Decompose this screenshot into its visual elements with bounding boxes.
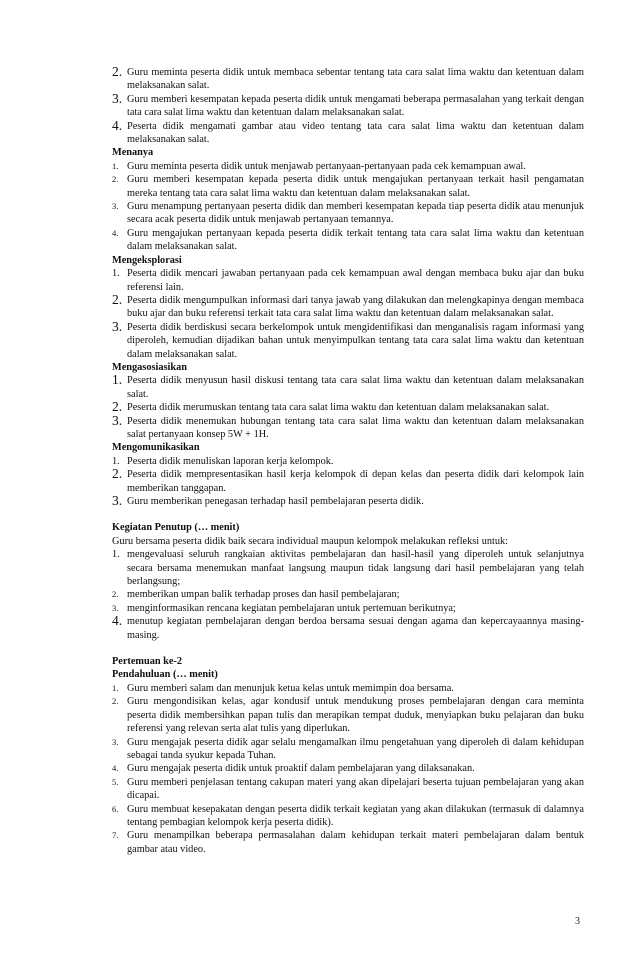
penutup-intro: Guru bersama peserta didik baik secara individual maupun kelompok melakukan refleksi untuk: <box>112 535 509 547</box>
item-number: 2. <box>112 291 123 307</box>
list-item <box>112 776 584 803</box>
list-item <box>112 173 584 200</box>
item-text: Guru menampung pertanyaan peserta didik dan memberi kesempatan kepada tiap peserta didik atau menunjuk secara acak peserta didik untuk menjawab pertanyaan temannya. <box>127 201 584 226</box>
pendahuluan-list <box>112 682 584 856</box>
item-number: 3. <box>112 736 119 747</box>
list-item <box>112 291 584 321</box>
item-number: 1. <box>112 372 123 388</box>
item-text: Guru memberikan penegasan terhadap hasil pembelajaran peserta didik. <box>127 496 424 507</box>
item-text: Peserta didik menemukan hubungan tentang tata cara salat lima waktu dan ketentuan dalam melaksanakan salat pertanyaan konsep 5W + 1H. <box>127 415 584 440</box>
item-number: 4. <box>112 227 119 238</box>
item-text: Peserta didik mencari jawaban pertanyaan pada cek kemampuan awal dengan membaca buku ajar dan buku referensi lain. <box>127 268 584 293</box>
item-text: memberikan umpan balik terhadap proses dan hasil pembelajaran; <box>127 589 400 601</box>
list-item <box>112 267 584 294</box>
penutup-list <box>112 548 584 642</box>
item-number: 4. <box>112 117 123 133</box>
list-item <box>112 455 584 468</box>
item-number: 3. <box>112 412 123 428</box>
item-number: 2. <box>112 64 123 79</box>
list-item <box>112 602 584 615</box>
item-text: Peserta didik mempresentasikan hasil kerja kelompok di depan kelas dan peserta didik dari kelompok lain memberikan tanggapan. <box>127 469 584 494</box>
item-text: Guru membuat kesepakatan dengan peserta didik terkait kegiatan yang akan dilakukan (termasuk di dalamnya tentang pembagian kelompok kerja peserta didik). <box>127 803 584 828</box>
heading-mengomunikasikan: Mengomunikasikan <box>112 442 200 454</box>
item-text: Peserta didik merumuskan tentang tata cara salat lima waktu dan ketentuan dalam melaksanakan salat. <box>127 402 550 414</box>
item-text: Guru menampilkan beberapa permasalahan dalam kehidupan terkait materi pembelajaran dalam bentuk gambar atau video. <box>127 830 584 855</box>
item-text: Guru memberi kesempatan kepada peserta didik untuk mengajukan pertanyaan terkait hasil pengamatan mereka tentang tata cara salat lima waktu dan ketentuan dalam melaksanakan salat. <box>127 174 584 199</box>
item-number: 1. <box>112 682 119 693</box>
item-number: 2. <box>112 466 123 482</box>
list-item <box>112 468 584 495</box>
item-text: Guru meminta peserta didik untuk menjawab pertanyaan-pertanyaan pada cek kemampuan awal. <box>127 160 526 172</box>
heading-kegiatan-penutup: Kegiatan Penutup (… menit) <box>112 522 240 534</box>
list-item <box>112 66 584 93</box>
item-text: Guru memberi salam dan menunjuk ketua kelas untuk memimpin doa bersama. <box>127 682 454 694</box>
mengasosiasikan-list <box>112 374 584 441</box>
item-number: 4. <box>112 763 119 774</box>
heading-pertemuan-2: Pertemuan ke-2 <box>112 656 183 668</box>
list-item <box>112 117 584 147</box>
item-number: 7. <box>112 830 119 841</box>
list-item <box>112 803 584 830</box>
list-item <box>112 682 584 695</box>
item-number: 3. <box>112 602 119 613</box>
list-item <box>112 160 584 173</box>
menanya-list <box>112 160 584 254</box>
list-item <box>112 495 584 508</box>
list-item <box>112 374 584 401</box>
list-item <box>112 615 584 642</box>
item-text: menutup kegiatan pembelajaran dengan berdoa bersama sesuai dengan agama dan kepercayaannya masing-masing. <box>127 616 584 641</box>
heading-pendahuluan: Pendahuluan (… menit) <box>112 669 218 681</box>
list-item <box>112 762 584 775</box>
list-item <box>112 200 584 227</box>
list-item <box>112 318 584 361</box>
item-text: mengevaluasi seluruh rangkaian aktivitas pembelajaran dan hasil-hasil yang diperoleh untuk selanjutnya secara bersama menemukan manfaat langsung maupun tidak langsung dari hasil pembelajaran yang telah berlangsung; <box>127 549 584 588</box>
mengeksplorasi-list <box>112 267 584 361</box>
mengomunikasikan-list <box>112 455 584 509</box>
list-item <box>112 401 584 414</box>
item-text: Peserta didik berdiskusi secara berkelompok untuk mengidentifikasi dan menganalisis ragam informasi yang diperoleh, kemudian dijadikan bahan untuk menyimpulkan tentang tata cara salat lima waktu dan ketentuan dalam melaksanakan salat. <box>127 321 584 360</box>
item-text: Guru meminta peserta didik untuk membaca sebentar tentang tata cara salat lima waktu dan ketentuan dalam melaksanakan salat. <box>127 67 584 92</box>
item-text: menginformasikan rencana kegiatan pembelajaran untuk pertemuan berikutnya; <box>127 602 456 614</box>
item-number: 3. <box>112 90 123 106</box>
item-text: Guru memberi kesempatan kepada peserta didik untuk mengamati beberapa permasalahan yang terkait dengan tata cara salat lima waktu dan ketentuan dalam melaksanakan salat. <box>127 93 584 119</box>
item-number: 3. <box>112 318 123 334</box>
list-item <box>112 548 584 588</box>
item-text: Guru memberi penjelasan tentang cakupan materi yang akan dipelajari beserta tujuan pembelajaran yang akan dicapai. <box>127 776 584 802</box>
item-number: 3. <box>112 493 123 508</box>
item-number: 2. <box>112 174 119 185</box>
item-number: 2. <box>112 589 119 600</box>
item-text: Peserta didik menyusun hasil diskusi tentang tata cara salat lima waktu dan ketentuan dalam melaksanakan salat. <box>127 375 584 400</box>
item-text: Peserta didik mengamati gambar atau video tentang tata cara salat lima waktu dan ketentuan dalam melaksanakan salat. <box>127 120 584 146</box>
item-number: 6. <box>112 803 119 814</box>
heading-mengasosiasikan: Mengasosiasikan <box>112 361 187 373</box>
list-item <box>112 227 584 254</box>
item-number: 3. <box>112 201 119 212</box>
item-number: 1. <box>112 455 120 467</box>
list-item <box>112 412 584 442</box>
heading-menanya: Menanya <box>112 147 154 159</box>
document-page <box>112 66 584 856</box>
list-item <box>112 90 584 120</box>
item-number: 4. <box>112 613 123 629</box>
item-text: Guru mengajak peserta didik agar selalu mengamalkan ilmu pengetahuan yang diperoleh di dalam kehidupan sebagai tanda syukur kepada Tuhan. <box>127 736 584 761</box>
item-number: 2. <box>112 696 119 707</box>
item-text: Peserta didik mengumpulkan informasi dari tanya jawab yang dilakukan dan melengkapinya dengan membaca buku ajar dan buku referensi terkait tata cara salat lima waktu dan ketentuan dalam melaksanakan salat. <box>127 294 584 320</box>
item-number: 5. <box>112 776 119 787</box>
list-item <box>112 695 584 735</box>
item-text: Guru mengondisikan kelas, agar kondusif untuk mendukung proses pembelajaran dengan cara meminta peserta didik membersihkan papan tulis dan merapikan tempat duduk, menyiapkan buku pelajaran dan buku referensi yang relevan serta alat tulis yang diperlukan. <box>127 696 584 735</box>
item-number: 1. <box>112 549 120 561</box>
heading-mengeksplorasi: Mengeksplorasi <box>112 254 182 266</box>
page-number: 3 <box>575 916 580 927</box>
item-number: 1. <box>112 268 120 280</box>
item-number: 2. <box>112 399 123 415</box>
list-item <box>112 736 584 763</box>
list-item <box>112 588 584 601</box>
item-text: Peserta didik menuliskan laporan kerja kelompok. <box>127 455 334 467</box>
item-number: 1. <box>112 160 119 171</box>
list-item <box>112 829 584 856</box>
item-text: Guru mengajukan pertanyaan kepada peserta didik terkait tentang tata cara salat lima waktu dan ketentuan dalam melaksanakan salat. <box>127 227 584 253</box>
observation-list <box>112 66 584 146</box>
item-text: Guru mengajak peserta didik untuk proaktif dalam pembelajaran yang dilaksanakan. <box>127 763 475 775</box>
